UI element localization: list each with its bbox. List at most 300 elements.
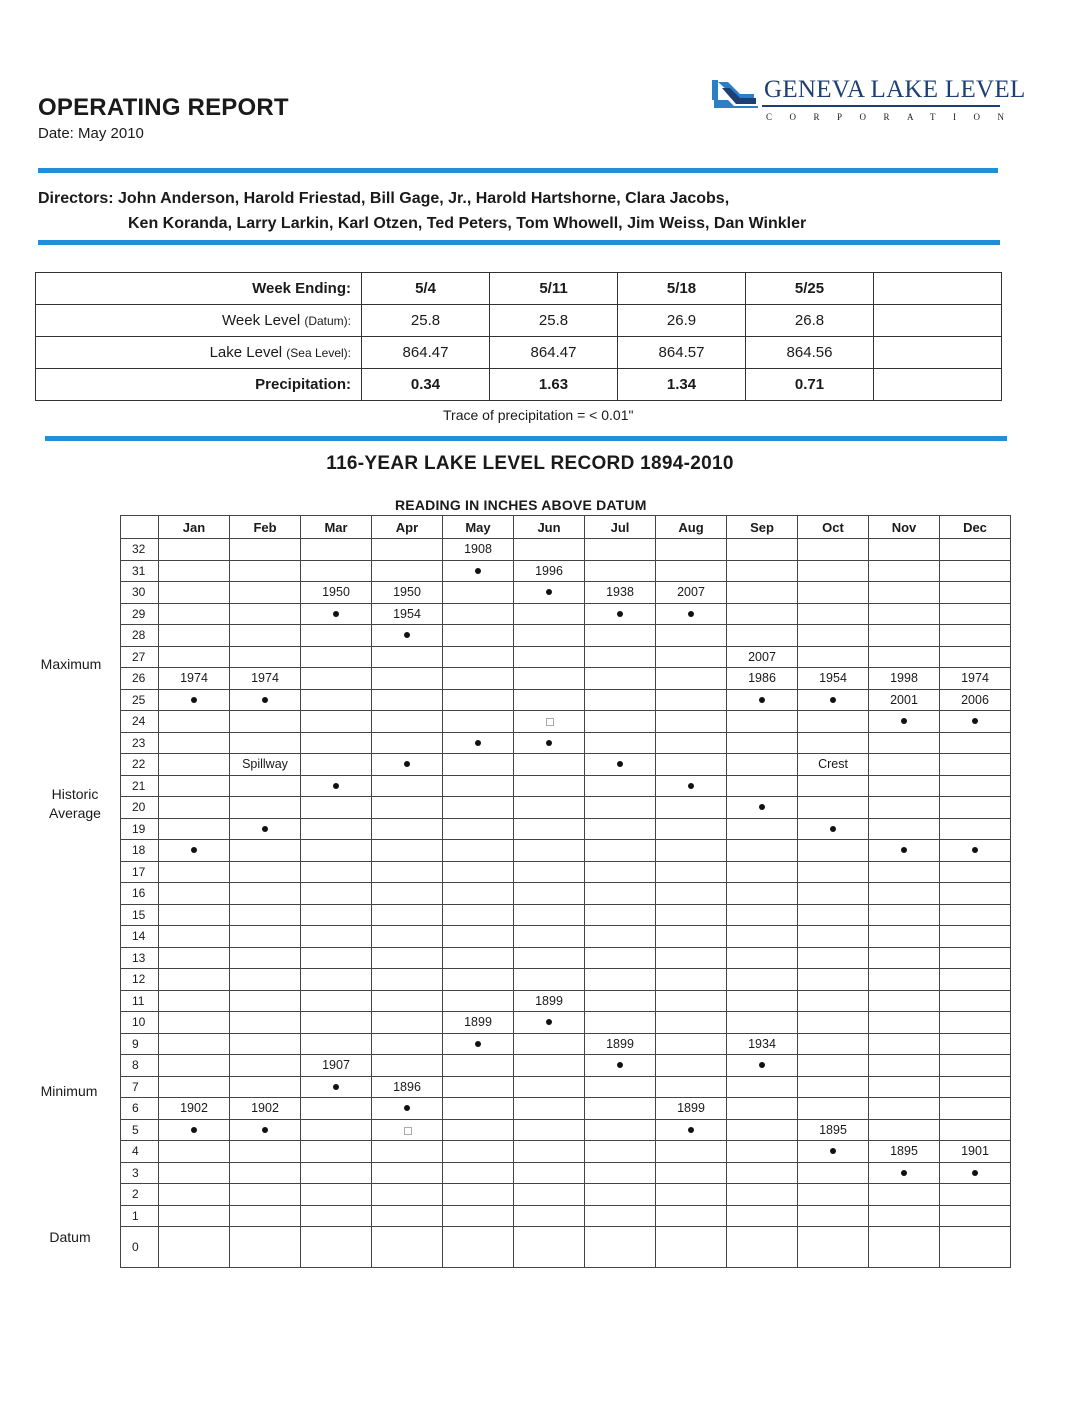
header-divider [38, 168, 998, 173]
logo-underline [762, 105, 1000, 107]
grid-cell [585, 883, 656, 905]
weekly-cell [874, 369, 1002, 401]
grid-cell [301, 1227, 372, 1268]
grid-cell [585, 1055, 656, 1077]
level-label: 2 [121, 1184, 159, 1206]
grid-cell [230, 1119, 301, 1141]
grid-cell [940, 904, 1011, 926]
grid-cell [372, 818, 443, 840]
grid-cell [514, 711, 585, 733]
grid-cell [656, 775, 727, 797]
grid-cell [301, 668, 372, 690]
grid-cell [443, 861, 514, 883]
grid-cell [301, 711, 372, 733]
grid-cell [798, 1227, 869, 1268]
grid-cell [514, 1184, 585, 1206]
grid-cell [443, 840, 514, 862]
grid-cell [159, 1076, 230, 1098]
grid-cell [798, 603, 869, 625]
grid-cell [656, 1119, 727, 1141]
grid-cell [940, 1141, 1011, 1163]
grid-cell [585, 904, 656, 926]
company-logo [710, 76, 1026, 128]
grid-cell [727, 775, 798, 797]
grid-cell [159, 1205, 230, 1227]
grid-cell [159, 1098, 230, 1120]
grid-cell [443, 560, 514, 582]
grid-cell [372, 1184, 443, 1206]
grid-cell [940, 947, 1011, 969]
grid-cell [940, 861, 1011, 883]
grid-cell [372, 582, 443, 604]
grid-cell [230, 775, 301, 797]
grid-cell [727, 1184, 798, 1206]
grid-cell [159, 539, 230, 561]
level-row [121, 1033, 1011, 1055]
grid-cell [798, 646, 869, 668]
grid-cell [372, 797, 443, 819]
level-label: 18 [121, 840, 159, 862]
level-label: 9 [121, 1033, 159, 1055]
grid-cell [656, 646, 727, 668]
grid-cell [798, 539, 869, 561]
grid-cell [301, 1119, 372, 1141]
level-label: 16 [121, 883, 159, 905]
grid-cell [585, 539, 656, 561]
grid-cell [940, 1033, 1011, 1055]
grid-cell [514, 1205, 585, 1227]
grid-cell [372, 969, 443, 991]
grid-cell [727, 1055, 798, 1077]
record-square-marker [404, 1127, 412, 1135]
weekly-row-label [36, 273, 362, 305]
record-dot-marker [759, 804, 765, 810]
grid-cell [798, 969, 869, 991]
side-label-minimum: Minimum [40, 1083, 98, 1099]
record-year-label: 1950 [322, 585, 350, 599]
grid-cell [869, 797, 940, 819]
record-dot-marker [617, 1062, 623, 1068]
weekly-cell: 1.34 [618, 369, 746, 401]
grid-cell [159, 969, 230, 991]
grid-cell [301, 947, 372, 969]
grid-cell [159, 904, 230, 926]
level-row [121, 797, 1011, 819]
grid-cell [301, 797, 372, 819]
grid-cell [656, 990, 727, 1012]
record-year-label: 1901 [961, 1144, 989, 1158]
record-year-label: 1974 [251, 671, 279, 685]
level-row [121, 1227, 1011, 1268]
grid-cell [514, 1119, 585, 1141]
grid-cell [727, 732, 798, 754]
record-year-label: 1950 [393, 585, 421, 599]
grid-cell [727, 539, 798, 561]
grid-cell [585, 1098, 656, 1120]
grid-cell [443, 711, 514, 733]
level-row [121, 1098, 1011, 1120]
weekly-cell: 0.71 [746, 369, 874, 401]
grid-cell [159, 1033, 230, 1055]
grid-cell [301, 689, 372, 711]
grid-cell [301, 646, 372, 668]
grid-cell [159, 689, 230, 711]
side-label-maximum: Maximum [40, 656, 102, 672]
grid-cell [443, 1141, 514, 1163]
grid-cell [940, 732, 1011, 754]
grid-cell [443, 1162, 514, 1184]
weekly-row [36, 337, 1002, 369]
grid-cell [727, 603, 798, 625]
grid-cell [514, 883, 585, 905]
grid-cell [301, 1055, 372, 1077]
weekly-cell: 864.57 [618, 337, 746, 369]
grid-cell [514, 990, 585, 1012]
grid-cell [585, 1033, 656, 1055]
record-dot-marker [333, 1084, 339, 1090]
grid-cell [372, 1205, 443, 1227]
weekly-cell: 1.63 [490, 369, 618, 401]
grid-cell [443, 818, 514, 840]
grid-cell [940, 969, 1011, 991]
grid-cell [585, 947, 656, 969]
grid-cell [798, 1055, 869, 1077]
grid-cell [940, 818, 1011, 840]
grid-cell [869, 926, 940, 948]
grid-cell [159, 1012, 230, 1034]
grid-cell [940, 582, 1011, 604]
grid-cell [940, 560, 1011, 582]
grid-cell [230, 668, 301, 690]
grid-cell [798, 1033, 869, 1055]
grid-cell [301, 775, 372, 797]
level-label: 19 [121, 818, 159, 840]
grid-cell [869, 711, 940, 733]
grid-cell [656, 668, 727, 690]
level-label: 29 [121, 603, 159, 625]
grid-cell [869, 625, 940, 647]
record-dot-marker [688, 611, 694, 617]
trace-note: Trace of precipitation = < 0.01" [443, 407, 634, 423]
grid-cell [727, 625, 798, 647]
grid-cell [940, 539, 1011, 561]
level-label: 17 [121, 861, 159, 883]
grid-cell [372, 1119, 443, 1141]
grid-cell [443, 754, 514, 776]
level-label: 22 [121, 754, 159, 776]
level-row [121, 883, 1011, 905]
grid-cell [727, 1076, 798, 1098]
grid-cell [230, 797, 301, 819]
grid-cell [798, 840, 869, 862]
grid-cell [798, 754, 869, 776]
level-row [121, 818, 1011, 840]
grid-cell [230, 883, 301, 905]
grid-cell [727, 1227, 798, 1268]
side-label-datum: Datum [49, 1229, 91, 1245]
grid-cell [656, 926, 727, 948]
level-label: 5 [121, 1119, 159, 1141]
grid-cell [159, 947, 230, 969]
directors-list [38, 186, 806, 236]
grid-cell [443, 1033, 514, 1055]
directors-divider [38, 240, 1000, 245]
grid-cell [230, 539, 301, 561]
grid-cell [159, 775, 230, 797]
grid-cell [230, 1184, 301, 1206]
grid-cell [230, 560, 301, 582]
grid-cell [798, 1184, 869, 1206]
record-year-label: 1899 [677, 1101, 705, 1115]
level-label: 25 [121, 689, 159, 711]
grid-cell [940, 775, 1011, 797]
record-dot-marker [972, 1170, 978, 1176]
level-label: 24 [121, 711, 159, 733]
record-year-label: 2001 [890, 692, 918, 707]
grid-cell [372, 947, 443, 969]
grid-cell [585, 732, 656, 754]
grid-cell [798, 582, 869, 604]
grid-cell [301, 818, 372, 840]
grid-cell [443, 625, 514, 647]
level-label: 13 [121, 947, 159, 969]
grid-cell [514, 1162, 585, 1184]
grid-cell [656, 840, 727, 862]
level-row [121, 689, 1011, 711]
grid-cell [159, 818, 230, 840]
grid-cell [230, 582, 301, 604]
level-label: 32 [121, 539, 159, 561]
grid-cell [514, 625, 585, 647]
grid-cell [940, 689, 1011, 711]
grid-cell [301, 1205, 372, 1227]
grid-cell [443, 990, 514, 1012]
weekly-cell: 26.9 [618, 305, 746, 337]
grid-cell [372, 1033, 443, 1055]
grid-cell [159, 1119, 230, 1141]
grid-cell [869, 1205, 940, 1227]
level-label: 30 [121, 582, 159, 604]
grid-cell [727, 560, 798, 582]
level-label: 1 [121, 1205, 159, 1227]
grid-cell [443, 668, 514, 690]
grid-cell [585, 969, 656, 991]
grid-cell [727, 818, 798, 840]
logo-name: GENEVA LAKE LEVEL [764, 76, 1026, 103]
grid-cell [301, 926, 372, 948]
weekly-cell: 26.8 [746, 305, 874, 337]
record-dot-marker [333, 611, 339, 617]
grid-cell [585, 646, 656, 668]
grid-cell [301, 969, 372, 991]
record-dot-marker [475, 568, 481, 574]
grid-cell [585, 1141, 656, 1163]
record-year-label: 1938 [606, 585, 634, 599]
grid-cell [656, 1227, 727, 1268]
grid-cell [372, 926, 443, 948]
grid-cell [372, 1227, 443, 1268]
month-header: Sep [727, 516, 798, 539]
grid-cell [230, 840, 301, 862]
grid-cell [656, 689, 727, 711]
grid-cell [159, 625, 230, 647]
record-dot-marker [475, 740, 481, 746]
grid-cell [443, 1227, 514, 1268]
level-label: 3 [121, 1162, 159, 1184]
weekly-cell: 25.8 [362, 305, 490, 337]
level-row [121, 668, 1011, 690]
level-row [121, 990, 1011, 1012]
grid-cell [940, 1162, 1011, 1184]
grid-cell [585, 711, 656, 733]
record-year-label: 1908 [464, 542, 492, 556]
record-dot-marker [830, 697, 836, 703]
record-dot-marker [191, 847, 197, 853]
grid-cell [940, 990, 1011, 1012]
record-dot-marker [262, 697, 268, 703]
grid-cell [727, 1141, 798, 1163]
grid-cell [372, 603, 443, 625]
grid-cell [372, 689, 443, 711]
grid-cell [514, 1055, 585, 1077]
level-row [121, 861, 1011, 883]
grid-cell [230, 625, 301, 647]
record-year-label: 1998 [890, 671, 918, 685]
grid-cell [159, 883, 230, 905]
grid-cell [869, 904, 940, 926]
record-dot-marker [901, 718, 907, 724]
grid-cell [301, 754, 372, 776]
grid-cell [656, 582, 727, 604]
record-year-label: 1899 [464, 1015, 492, 1029]
grid-cell [585, 818, 656, 840]
grid-cell [514, 646, 585, 668]
grid-cell [940, 1055, 1011, 1077]
grid-cell [727, 1012, 798, 1034]
row-label-text: Precipitation: [255, 376, 351, 393]
grid-cell [372, 883, 443, 905]
grid-cell [514, 1076, 585, 1098]
grid-cell [443, 883, 514, 905]
record-dot-marker [688, 1127, 694, 1133]
page-title: OPERATING REPORT [38, 94, 289, 121]
level-row [121, 947, 1011, 969]
grid-cell [585, 1076, 656, 1098]
grid-cell [798, 1119, 869, 1141]
grid-cell [159, 668, 230, 690]
grid-cell [159, 754, 230, 776]
grid-cell [159, 1141, 230, 1163]
level-row [121, 1119, 1011, 1141]
directors-line-2: Ken Koranda, Larry Larkin, Karl Otzen, Ted Peters, Tom Whowell, Jim Weiss, Dan Winkler [128, 215, 807, 232]
grid-cell [301, 990, 372, 1012]
grid-cell [656, 1205, 727, 1227]
grid-cell [372, 1076, 443, 1098]
grid-cell [514, 840, 585, 862]
grid-cell [301, 861, 372, 883]
grid-cell [869, 689, 940, 711]
level-label: 27 [121, 646, 159, 668]
grid-cell [798, 990, 869, 1012]
grid-cell [869, 1184, 940, 1206]
grid-cell [514, 1141, 585, 1163]
side-label-historic-average: Historic Average [49, 786, 101, 821]
grid-cell [372, 539, 443, 561]
grid-cell [230, 818, 301, 840]
weekly-cell: 0.34 [362, 369, 490, 401]
level-row [121, 840, 1011, 862]
grid-cell [727, 969, 798, 991]
row-label-text: Lake Level [209, 344, 283, 361]
grid-cell [372, 1141, 443, 1163]
grid-cell [372, 775, 443, 797]
report-date: Date: May 2010 [38, 125, 144, 142]
grid-cell [656, 539, 727, 561]
month-header: Feb [230, 516, 301, 539]
record-dot-marker [546, 1019, 552, 1025]
grid-cell [798, 1205, 869, 1227]
grid-cell [443, 797, 514, 819]
record-year-label: 1899 [535, 993, 563, 1008]
grid-cell [656, 603, 727, 625]
grid-cell [514, 926, 585, 948]
grid-cell [798, 947, 869, 969]
grid-corner [121, 516, 159, 539]
grid-cell [443, 539, 514, 561]
grid-cell [798, 1098, 869, 1120]
grid-cell [940, 1227, 1011, 1268]
grid-cell [159, 840, 230, 862]
record-dot-marker [262, 826, 268, 832]
grid-cell [656, 732, 727, 754]
grid-cell [869, 732, 940, 754]
level-label: 28 [121, 625, 159, 647]
grid-cell [514, 668, 585, 690]
grid-cell [585, 754, 656, 776]
month-header: Nov [869, 516, 940, 539]
record-year-label: 2006 [961, 692, 989, 707]
level-label: 0 [121, 1227, 159, 1268]
grid-cell [372, 754, 443, 776]
level-row [121, 732, 1011, 754]
grid-cell [301, 582, 372, 604]
grid-cell [514, 947, 585, 969]
grid-cell [798, 1012, 869, 1034]
record-divider [45, 436, 1007, 441]
grid-cell [727, 1205, 798, 1227]
grid-cell [940, 883, 1011, 905]
record-dot-marker [262, 1127, 268, 1133]
grid-cell [656, 711, 727, 733]
grid-cell [585, 560, 656, 582]
level-label: 26 [121, 668, 159, 690]
grid-cell [159, 861, 230, 883]
grid-cell [301, 1076, 372, 1098]
level-label: 10 [121, 1012, 159, 1034]
grid-cell [727, 1033, 798, 1055]
grid-cell [443, 646, 514, 668]
grid-cell [798, 1162, 869, 1184]
grid-cell [869, 754, 940, 776]
level-label: 20 [121, 797, 159, 819]
record-title: 116-YEAR LAKE LEVEL RECORD 1894-2010 [326, 453, 734, 474]
weekly-cell: 5/25 [746, 273, 874, 305]
record-dot-marker [759, 697, 765, 703]
grid-cell [159, 732, 230, 754]
grid-cell [159, 711, 230, 733]
record-year-label: 1895 [819, 1122, 847, 1137]
grid-cell [585, 625, 656, 647]
